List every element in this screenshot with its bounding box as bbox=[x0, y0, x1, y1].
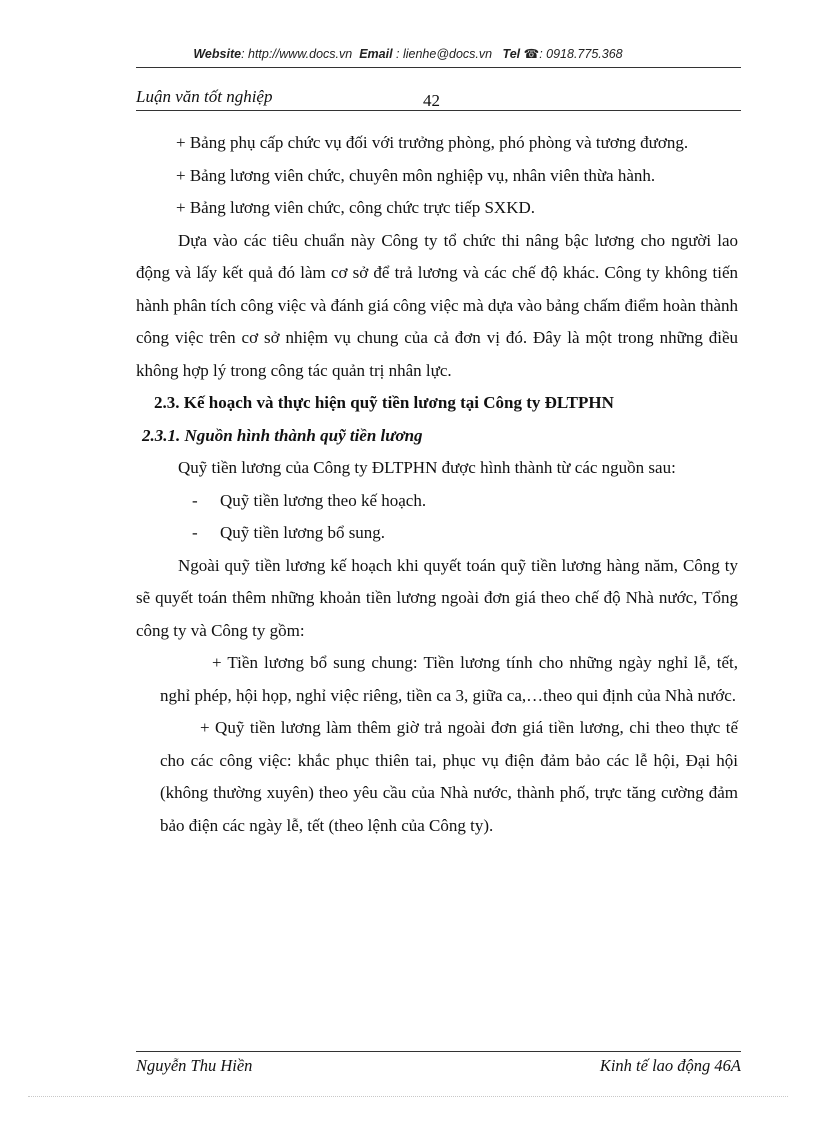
list-item: - Quỹ tiền lương theo kế hoạch. bbox=[192, 490, 427, 510]
page-number: 42 bbox=[423, 91, 440, 110]
phone-icon: ☎ bbox=[523, 47, 540, 61]
list-item-text: Quỹ tiền lương theo kế hoạch. bbox=[220, 490, 427, 510]
footer-author: Nguyễn Thu Hiền bbox=[136, 1056, 253, 1075]
page-body bbox=[136, 127, 738, 842]
footer-class: Kinh tế lao động 46A bbox=[599, 1056, 741, 1075]
running-head-title: Luận văn tốt nghiệp bbox=[136, 87, 273, 106]
paragraph-overtime-fund: + Quỹ tiền lương làm thêm giờ trả ngoài đơn giá tiền lương, chi theo thực tế cho các công việc: khắc phục thiên tai, phục vụ điện đảm bảo các lễ hội, Đại hội (không thường xuyên) theo yêu cầu của Nhà nước, thành phố, trực tăng cường đảm bảo điện các ngày lễ, tết (theo lệnh của Công ty). bbox=[160, 718, 738, 835]
tel-label: Tel bbox=[502, 47, 521, 61]
paragraph-allowance-table: + Bảng phụ cấp chức vụ đối với trưởng phòng, phó phòng và tương đương. bbox=[176, 133, 689, 152]
paragraph-salary-criteria: Dựa vào các tiêu chuẩn này Công ty tổ chức thi nâng bậc lương cho người lao động và lấy kết quả đó làm cơ sở để trả lương và các chế độ khác. Công ty không tiến hành phân tích công việc và đánh giá công việc mà dựa vào bảng chấm điểm hoàn thành công việc trên cơ sở nhiệm vụ chung của cả đơn vị đó. Đây là một trong những điều không hợp lý trong công tác quản trị nhân lực. bbox=[136, 230, 738, 380]
email-label: Email bbox=[359, 47, 393, 61]
paragraph-settlement: Ngoài quỹ tiền lương kế hoạch khi quyết toán quỹ tiền lương hàng năm, Công ty sẽ quyết toán thêm những khoản tiền lương ngoài đơn giá theo chế độ Nhà nước, Tổng công ty và Công ty gồm: bbox=[136, 555, 738, 640]
header-rule bbox=[136, 67, 741, 68]
paragraph-professional-salary: + Bảng lương viên chức, chuyên môn nghiệp vụ, nhân viên thừa hành. bbox=[176, 165, 656, 185]
paragraph-supplementary-salary: + Tiền lương bổ sung chung: Tiền lương tính cho những ngày nghỉ lễ, tết, nghỉ phép, hội họp, nghỉ việc riêng, tiền ca 3, giữa ca,…theo qui định của Nhà nước. bbox=[160, 653, 738, 705]
website-value: : http://www.docs.vn bbox=[241, 47, 353, 61]
paragraph-production-salary: + Bảng lương viên chức, công chức trực tiếp SXKD. bbox=[176, 198, 535, 217]
tel-value: : 0918.775.368 bbox=[539, 47, 623, 61]
footer-rule bbox=[136, 1051, 741, 1052]
subsection-heading: 2.3.1. Nguồn hình thành quỹ tiền lương bbox=[142, 425, 423, 445]
website-label: Website bbox=[193, 47, 242, 61]
page-edge-dotted-line bbox=[28, 1096, 788, 1097]
list-item-text: Quỹ tiền lương bổ sung. bbox=[220, 523, 386, 542]
list-item: - Quỹ tiền lương bổ sung. bbox=[192, 523, 386, 542]
paragraph-fund-sources: Quỹ tiền lương của Công ty ĐLTPHN được hình thành từ các nguồn sau: bbox=[178, 458, 676, 477]
email-value: : lienhe@docs.vn bbox=[396, 47, 493, 61]
section-heading: 2.3. Kế hoạch và thực hiện quỹ tiền lương tại Công ty ĐLTPHN bbox=[154, 393, 614, 412]
running-head-rule bbox=[136, 110, 741, 111]
site-header bbox=[0, 46, 816, 61]
